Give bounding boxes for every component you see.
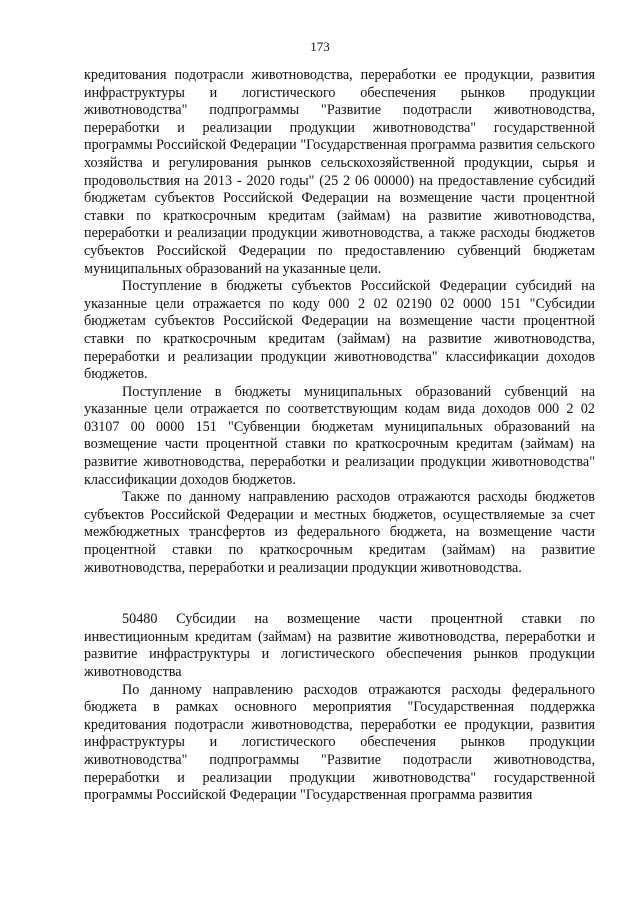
paragraph-interbudget-transfers: Также по данному направлению расходов отражаются расходы бюджетов субъектов Российской Федерации и местных бюджетов, осуществляемые за счет межбюджетных трансфертов из федерального бюджета, на возмещение части процентной ставки по краткосрочным кредитам (займам) на развитие животноводства, переработки и реализации продукции животноводства. bbox=[84, 489, 595, 576]
paragraph-federal-expenses: По данному направлению расходов отражаются расходы федерального бюджета в рамках основного мероприятия "Государственная поддержка кредитования подотрасли животноводства, переработки ее продукции, развития инфраструктуры и логистического обеспечения рынков продукции животноводства" подпрограммы "Развитие подотрасли животноводства, переработки и реализации продукции животноводства" государственной программы Российской Федерации "Государственная программа развития bbox=[84, 681, 595, 804]
paragraph-subventions-income: Поступление в бюджеты муниципальных образований субвенций на указанные цели отражается по соответствующим кодам вида доходов 000 2 02 03107 00 0000 151 "Субвенции бюджетам муниципальных образований на возмещение части процентной ставки по краткосрочным кредитам (займам) на развитие животноводства, переработки и реализации продукции животноводства" классификации доходов бюджетов. bbox=[84, 383, 595, 488]
paragraph-continuation: кредитования подотрасли животноводства, переработки ее продукции, развития инфраструктуры и логистического обеспечения рынков продукции животноводства" подпрограммы "Развитие подотрасли животноводства, переработки и реализации продукции животноводства" государственной программы Российской Федерации "Государственная программа развития сельского хозяйства и регулирования рынков сельскохозяйственной продукции, сырья и продовольствия на 2013 - 2020 годы" (25 2 06 00000) на предоставление субсидий бюджетам субъектов Российской Федерации на возмещение части процентной ставки по краткосрочным кредитам (займам) на развитие животноводства, переработки и реализации продукции животноводства, а также расходы бюджетов субъектов Российской Федерации по предоставлению субвенций бюджетам муниципальных образований на указанные цели. bbox=[84, 67, 595, 277]
document-body bbox=[84, 67, 595, 805]
page-number: 173 bbox=[310, 39, 330, 54]
paragraph-subsidies-income: Поступление в бюджеты субъектов Российской Федерации субсидий на указанные цели отражается по коду 000 2 02 02190 02 0000 151 "Субсидии бюджетам субъектов Российской Федерации на возмещение части процентной ставки по краткосрочным кредитам (займам) на развитие животноводства, переработки и реализации продукции животноводства" классификации доходов бюджетов. bbox=[84, 278, 595, 383]
section-heading-50480: 50480 Субсидии на возмещение части процентной ставки по инвестиционным кредитам (займам) на развитие животноводства, переработки и развитие инфраструктуры и логистического обеспечения рынков продукции животноводства bbox=[84, 611, 595, 680]
